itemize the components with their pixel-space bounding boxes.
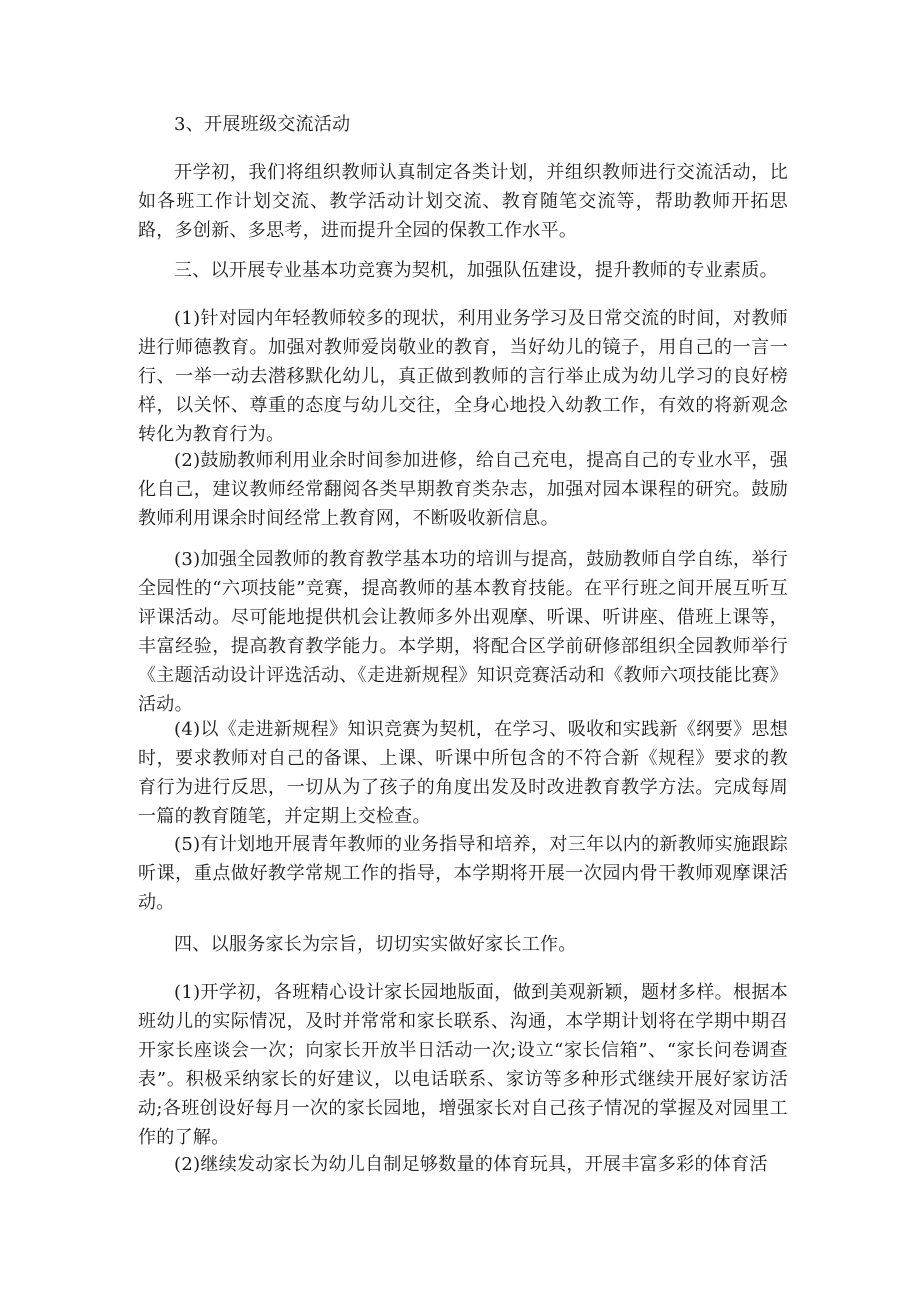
paragraph-class-exchange: 开学初，我们将组织教师认真制定各类计划，并组织教师进行交流活动，比如各班工作计划交流、教学活动计划交流、教育随笔交流等，帮助教师开拓思路，多创新、多思考，进而提升全园的保教工作水平。	[138, 162, 788, 241]
paragraph-ethics-education: (1)针对园内年轻教师较多的现状，利用业务学习及日常交流的时间，对教师进行师德教育。加强对教师爱岗敬业的教育，当好幼儿的镜子，用自己的一言一行、一举一动去潜移默化幼儿，真正做到教师的言行举止成为幼儿学习的良好榜样，以关怀、尊重的态度与幼儿交往，全身心地投入幼教工作，有效的将新观念转化为教育行为。	[138, 308, 788, 445]
paragraph-further-study: (2)鼓励教师利用业余时间参加进修，给自己充电，提高自己的专业水平，强化自己，建议教师经常翻阅各类早期教育类杂志，加强对园本课程的研究。鼓励教师利用课余时间经常上教育网，不断吸收新信息。	[138, 450, 788, 529]
paragraph-sports-toys: (2)继续发动家长为幼儿自制足够数量的体育玩具，开展丰富多彩的体育活	[174, 1154, 768, 1175]
section-heading-skills-competition: 三、以开展专业基本功竞赛为契机，加强队伍建设，提升教师的专业素质。	[174, 260, 778, 281]
paragraph-basic-skills-training: (3)加强全园教师的教育教学基本功的培训与提高，鼓励教师自学自练，举行全园性的“六项技能”竞赛，提高教师的基本教育技能。在平行班之间开展互听互评课活动。尽可能地提供机会让教师多外出观摩、听课、听讲座、借班上课等，丰富经验，提高教育教学能力。本学期，将配合区学前研修部组织全园教师举行《主题活动设计评选活动、《走进新规程》知识竞赛活动和《教师六项技能比赛》活动。	[138, 549, 788, 715]
paragraph-parent-garden: (1)开学初，各班精心设计家长园地版面，做到美观新颖，题材多样。根据本班幼儿的实际情况，及时并常常和家长联系、沟通，本学期计划将在学期中期召开家长座谈会一次；向家长开放半日活动一次;设立“家长信箱”、“家长问卷调查表”。积极采纳家长的好建议，以电话联系、家访等多种形式继续开展好家访活动;各班创设好每月一次的家长园地，增强家长对自己孩子情况的掌握及对园里工作的了解。	[138, 982, 788, 1148]
section-heading-class-exchange: 3、开展班级交流活动	[174, 114, 351, 135]
paragraph-young-teacher-guidance: (5)有计划地开展青年教师的业务指导和培养，对三年以内的新教师实施跟踪听课，重点做好教学常规工作的指导，本学期将开展一次园内骨干教师观摩课活动。	[138, 834, 788, 913]
paragraph-regulations-contest: (4)以《走进新规程》知识竞赛为契机，在学习、吸收和实践新《纲要》思想时，要求教师对自己的备课、上课、听课中所包含的不符合新《规程》要求的教育行为进行反思，一切从为了孩子的角度出发及时改进教育教学方法。完成每周一篇的教育随笔，并定期上交检查。	[138, 719, 788, 827]
section-heading-parent-work: 四、以服务家长为宗旨，切切实实做好家长工作。	[174, 934, 577, 955]
